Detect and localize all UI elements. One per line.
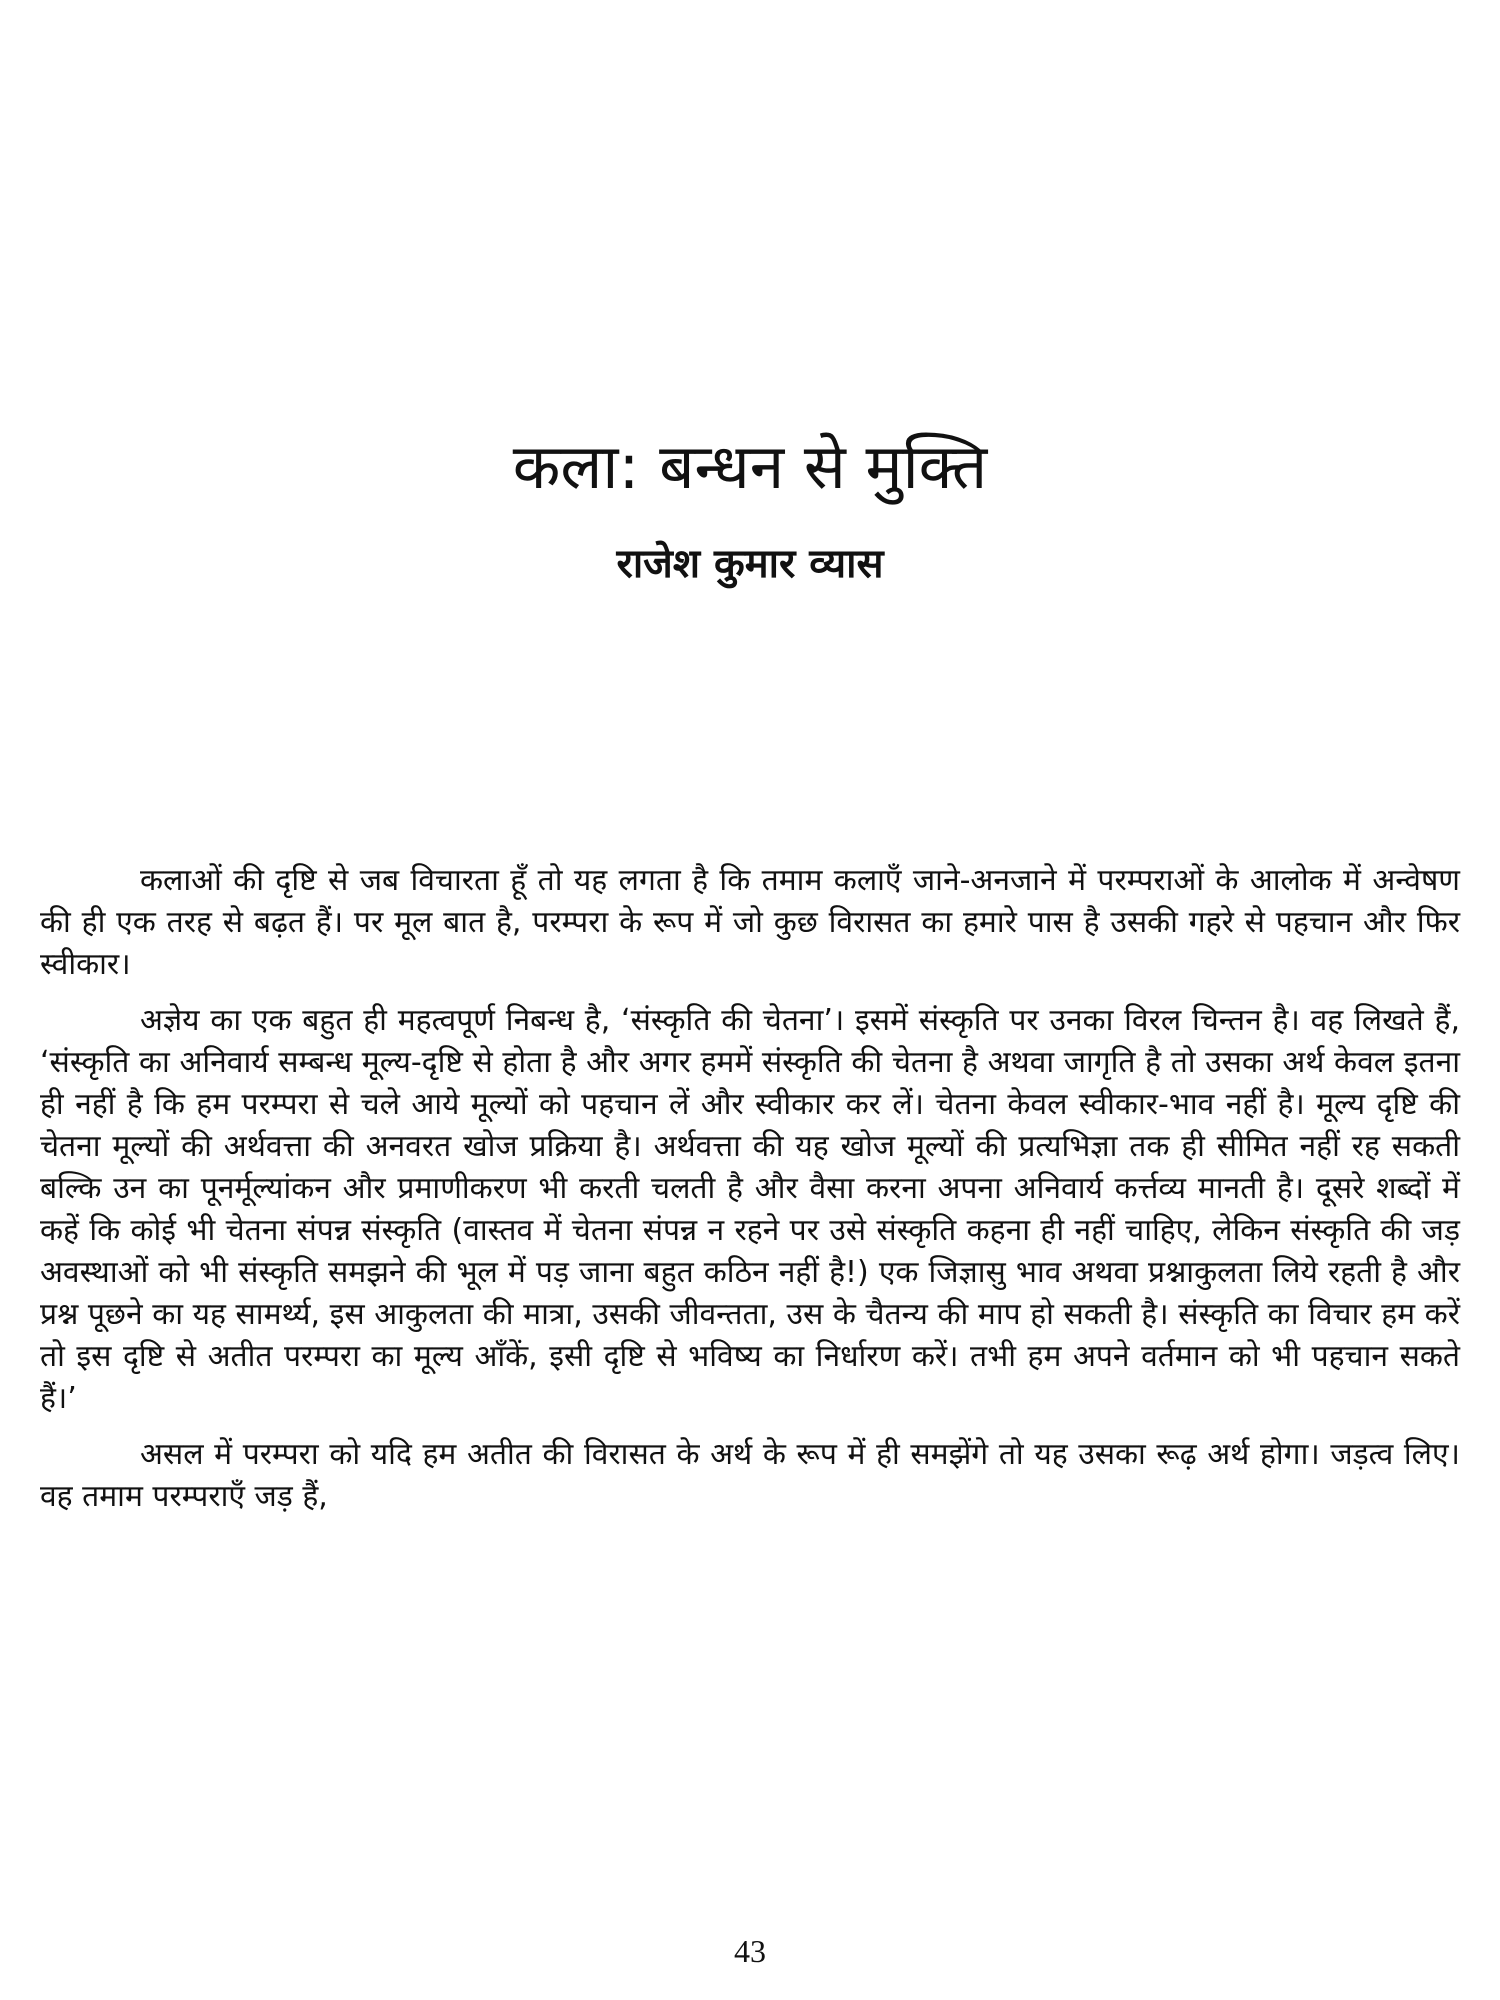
- paragraph: अज्ञेय का एक बहुत ही महत्वपूर्ण निबन्ध है, ‘संस्कृति की चेतना’। इसमें संस्कृति पर उनका विरल चिन्तन है। वह लिखते हैं, ‘संस्कृति का अनिवार्य सम्बन्ध मूल्य-दृष्टि से होता है और अगर हममें संस्कृति की चेतना है अथवा जागृति है तो उसका अर्थ केवल इतना ही नहीं है कि हम परम्परा से चले आये मूल्यों को पहचान लें और स्वीकार कर लें। चेतना केवल स्वीकार-भाव नहीं है। मूल्य दृष्टि की चेतना मूल्यों की अर्थवत्ता की अनवरत खोज प्रक्रिया है। अर्थवत्ता की यह खोज मूल्यों की प्रत्यभिज्ञा तक ही सीमित नहीं रह सकती बल्कि उन का पूनर्मूल्यांकन और प्रमाणीकरण भी करती चलती है और वैसा करना अपना अनिवार्य कर्त्तव्य मानती है। दूसरे शब्दों में कहें कि कोई भी चेतना संपन्न संस्कृति (वास्तव में चेतना संपन्न न रहने पर उसे संस्कृति कहना ही नहीं चाहिए, लेकिन संस्कृति की जड़ अवस्थाओं को भी संस्कृति समझने की भूल में पड़ जाना बहुत कठिन नहीं है!) एक जिज्ञासु भाव अथवा प्रश्नाकुलता लिये रहती है और प्रश्न पूछने का यह सामर्थ्य, इस आकुलता की मात्रा, उसकी जीवन्तता, उस के चैतन्य की माप हो सकती है। संस्कृति का विचार हम करें तो इस दृष्टि से अतीत परम्परा का मूल्य आँकें, इसी दृष्टि से भविष्य का निर्धारण करें। तभी हम अपने वर्तमान को भी पहचान सकते हैं।’: [40, 1003, 1460, 1416]
- page-number: 43: [734, 1933, 766, 1969]
- paragraph: असल में परम्परा को यदि हम अतीत की विरासत के अर्थ के रूप में ही समझेंगे तो यह उसका रूढ़ अर्थ होगा। जड़त्व लिए। वह तमाम परम्पराएँ जड़ हैं,: [40, 1437, 1460, 1514]
- author-name: राजेश कुमार व्यास: [616, 541, 884, 587]
- article-body: [40, 860, 1460, 1532]
- article-title: कला: बन्धन से मुक्ति: [512, 430, 988, 503]
- paragraph: कलाओं की दृष्टि से जब विचारता हूँ तो यह लगता है कि तमाम कलाएँ जाने-अनजाने में परम्पराओं के आलोक में अन्वेषण की ही एक तरह से बढ़त हैं। पर मूल बात है, परम्परा के रूप में जो कुछ विरासत का हमारे पास है उसकी गहरे से पहचान और फिर स्वीकार।: [40, 863, 1460, 982]
